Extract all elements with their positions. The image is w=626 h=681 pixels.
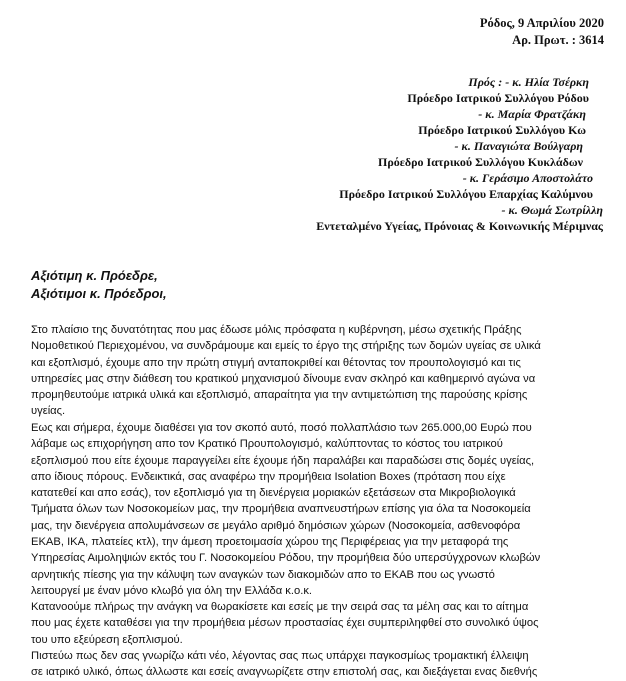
salutation-line-2: Αξιότιμοι κ. Πρόεδροι,: [31, 286, 167, 301]
recipient-4-title: Πρόεδρο Ιατρικού Συλλόγου Επαρχίας Καλύμνου: [339, 187, 593, 201]
text-line: προμηθευτούμε ιατρικά υλικά και εξοπλισμό, απαραίτητα για την αντιμετώπιση της παρούσης κρίσης: [31, 389, 528, 402]
text-line: μας, την διενέργεια απολυμάνσεων σε μεγάλο αριθμό δημόσιων χώρων (Νοσοκομεία, ασθενοφόρα: [31, 519, 521, 532]
recipient-5-title: Εντεταλμένο Υγείας, Πρόνοιας & Κοινωνικής Μέριμνας: [316, 219, 603, 233]
text-line: που μας έχετε καταθέσει για την προμήθεια μέσων προστασίας έχει συμπεριληφθεί στο συνολικό ύψος: [31, 617, 539, 630]
recipient-3-name: - κ. Παναγιώτα Βούλγαρη: [454, 139, 583, 153]
body-paragraph-1: [31, 322, 604, 420]
text-line: υπηρεσίες μας στην διάθεση του κρατικού μηχανισμού δίνουμε εναν σκληρό και καθημερινό αγώνα να: [31, 372, 536, 385]
text-line: Υπηρεσίας Αιμοληψιών εκτός του Γ. Νοσοκομείου Ρόδου, την προμήθεια δύο υπερσύγχρονων κλωβών: [31, 552, 541, 565]
recipient-4-name: - κ. Γεράσιμο Αποστολάτο: [462, 171, 593, 185]
text-line: εξοπλισμού που είτε έχουμε παραγγείλει είτε έχουμε ήδη παραλάβει και παραδώσει στις δομές υγείας,: [31, 454, 535, 467]
text-line: Νομοθετικού Περιεχομένου, να συνδράμουμε και εμείς το έργο της στήριξης των δομών υγείας σε υλικά: [31, 340, 541, 353]
text-line: Κατανοούμε πλήρως την ανάγκη να θωρακίσετε και εσείς με την σειρά σας τα μέλη σας και το αίτημα: [31, 601, 529, 613]
text-line: Στο πλαίσιο της δυνατότητας που μας έδωσε μόλις πρόσφατα η κυβέρνηση, μέσω σχετικής Πράξης: [31, 324, 522, 336]
protocol-number: Αρ. Πρωτ. : 3614: [512, 33, 604, 47]
text-line: κατατεθεί και απο εσάς), τον εξοπλισμό για τη διενέργεια μοριακών εξετάσεων στα Μικροβιολογικά: [31, 487, 516, 500]
body-paragraph-3: [31, 599, 604, 648]
text-line: λάβαμε ως επιχορήγηση απο τον Κρατικό Προυπολογισμό, καλύπτοντας το κόστος του ιατρικού: [31, 438, 503, 451]
recipient-2-title: Πρόεδρο Ιατρικού Συλλόγου Κω: [418, 123, 586, 137]
text-line: αρνητικής πίεσης για την κάλυψη των αναγκών των διακομιδών απο το ΕΚΑΒ που ως γνωστό: [31, 568, 495, 581]
body-paragraph-4: [31, 648, 604, 681]
text-line: Τμήματα όλων των Νοσοκομείων μας, την προμήθεια αναπνευστήρων επίσης για όλα τα Νοσοκομεία: [31, 503, 531, 516]
recipient-1-title: Πρόεδρο Ιατρικού Συλλόγου Ρόδου: [407, 91, 589, 105]
recipient-2-name: - κ. Μαρία Φρατζάκη: [478, 107, 586, 121]
text-line: και εξοπλισμό, έχουμε απο την πρώτη στιγμή ανταποκριθεί και θέτοντας τον προυπολογισμό και τις: [31, 356, 521, 369]
recipient-1-name: Πρός : - κ. Ηλία Τσέρκη: [468, 75, 589, 89]
salutation-line-1: Αξιότιμη κ. Πρόεδρε,: [31, 268, 158, 283]
text-line: υγείας.: [31, 405, 66, 418]
body-paragraph-2: [31, 420, 604, 599]
text-line: Εως και σήμερα, έχουμε διαθέσει για τον σκοπό αυτό, ποσό πολλαπλάσιο των 265.000,00 Ευρώ που: [31, 422, 532, 434]
text-line: Πιστεύω πως δεν σας γνωρίζω κάτι νέο, λέγοντας σας πως υπάρχει παγκοσμίως τρομακτική έλλειψη: [31, 650, 529, 662]
place-date: Ρόδος, 9 Απριλίου 2020: [479, 16, 604, 30]
text-line: σε ιατρικό υλικό, όπως άλλωστε και εσείς αναγνωρίζετε στην επιστολή σας, και διεξάγεται ενας διεθνής: [31, 666, 538, 679]
text-line: ΕΚΑΒ, ΙΚΑ, πλατείες κτλ), την άμεση προετοιμασία χώρου της Περιφέρειας για την μεταφορά της: [31, 536, 509, 549]
recipient-3-title: Πρόεδρο Ιατρικού Συλλόγου Κυκλάδων: [377, 155, 583, 169]
text-line: του υπο εξεύρεση εξοπλισμού.: [31, 633, 183, 646]
text-line: λειτουργεί με έναν μόνο κλωβό για όλη την Ελλάδα κ.ο.κ.: [31, 584, 313, 597]
text-line: απο ίδιους πόρους. Ενδεικτικά, σας αναφέρω την προμήθεια Isolation Boxes (πρόταση που είχε: [31, 470, 506, 483]
recipient-5-name: - κ. Θωμά Σωτρίλλη: [501, 203, 603, 217]
